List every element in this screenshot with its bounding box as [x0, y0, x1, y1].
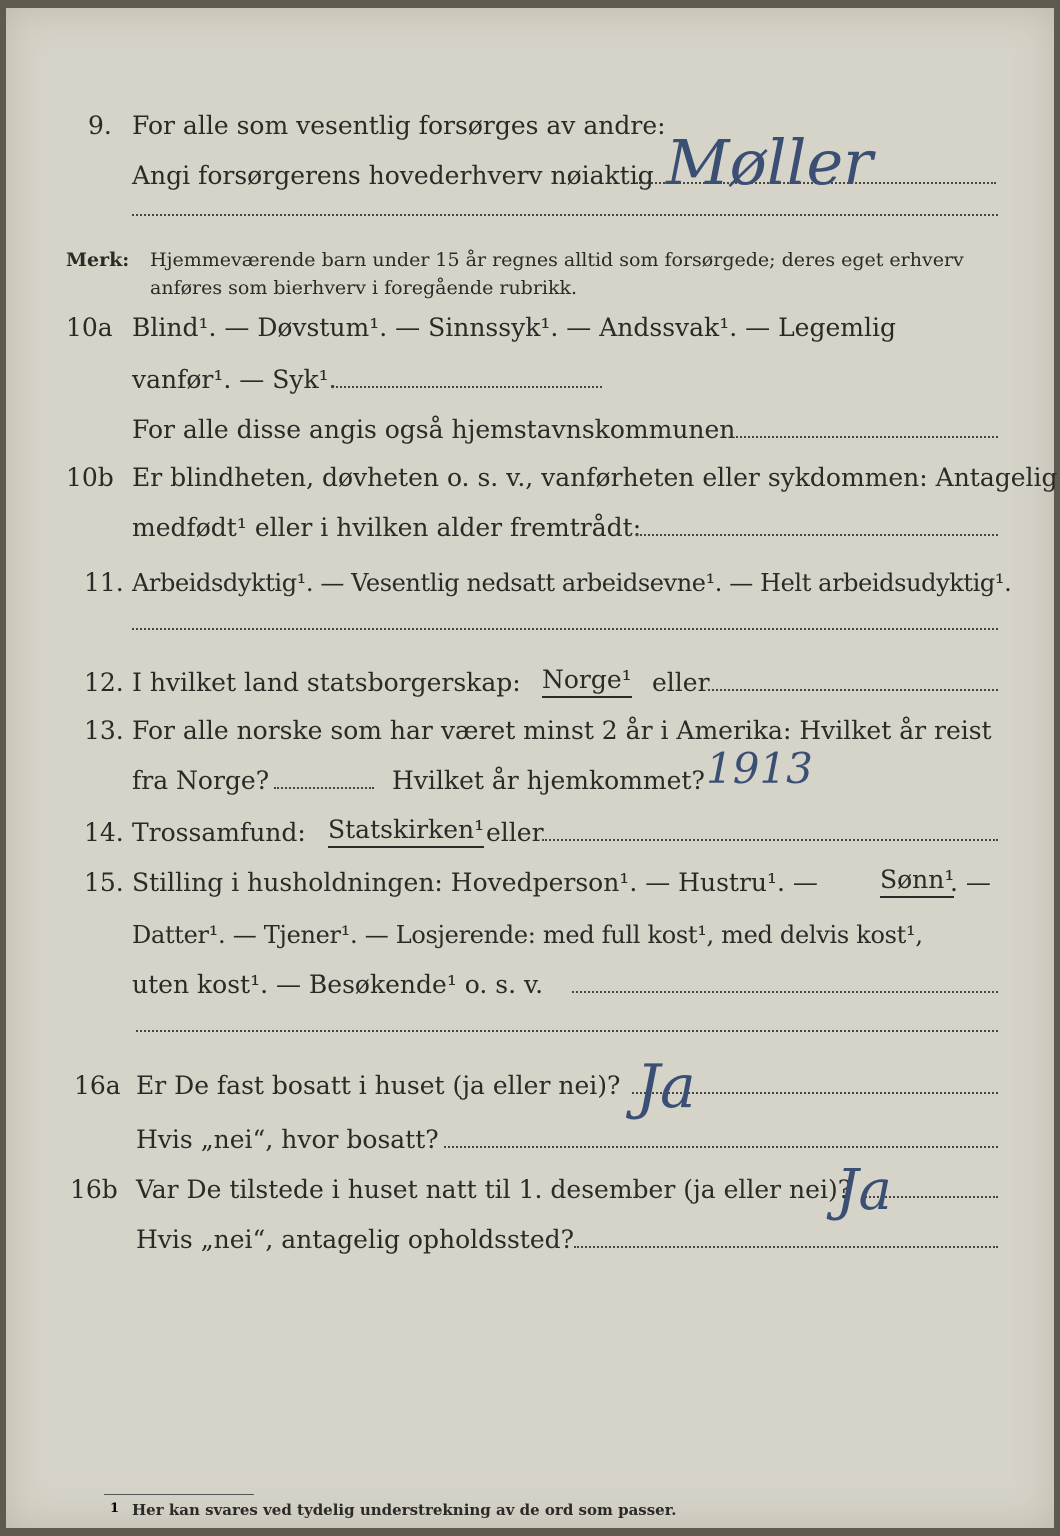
question-15-line3	[6, 965, 1060, 1005]
question-10b-line2	[6, 508, 1060, 548]
question-16a	[6, 1066, 1060, 1106]
question-number: 11.	[84, 568, 124, 597]
question-text: Angi forsørgerens hovederhverv nøiaktig	[132, 161, 654, 190]
question-text: uten kost¹. — Besøkende¹ o. s. v.	[132, 970, 544, 999]
answer-line	[708, 689, 998, 691]
question-text: Trossamfund:	[132, 818, 306, 847]
handwritten-answer-year: 1913	[706, 744, 813, 793]
question-number: 10b	[66, 463, 114, 492]
answer-line	[132, 214, 998, 216]
note-text: Hjemmeværende barn under 15 år regnes alltid som forsørgede; deres eget erhverv	[150, 249, 964, 271]
question-15	[6, 863, 1060, 903]
question-15-line2	[6, 915, 1060, 955]
question-number: 10a	[66, 313, 113, 342]
question-16a-line2	[6, 1120, 1060, 1160]
question-16b-line2	[6, 1220, 1060, 1260]
footnote-text: Her kan svares ved tydelig understrekning av de ord som passer.	[132, 1501, 677, 1519]
question-text: . —	[950, 868, 991, 897]
question-text: eller	[486, 818, 544, 847]
handwritten-answer-present: Ja	[836, 1158, 892, 1223]
question-14	[6, 813, 1060, 853]
underlined-answer: Sønn¹	[880, 865, 954, 898]
question-12	[6, 663, 1060, 703]
question-text: eller	[652, 668, 710, 697]
question-10a-line2	[6, 360, 1060, 400]
question-number: 12.	[84, 668, 124, 697]
answer-line	[572, 991, 998, 993]
question-text: Er blindheten, døvheten o. s. v., vanførheten eller sykdommen: Antagelig	[132, 463, 1058, 492]
question-text: Hvis „nei“, antagelig opholdssted?	[136, 1225, 575, 1254]
question-number: 16a	[74, 1071, 121, 1100]
question-text: For alle norske som har været minst 2 år i Amerika: Hvilket år reist	[132, 716, 992, 745]
question-10a-line3	[6, 410, 1060, 450]
note-label: Merk:	[66, 249, 130, 271]
question-number: 15.	[84, 868, 124, 897]
question-11	[6, 563, 1060, 603]
question-number: 9.	[88, 111, 112, 140]
question-text: Var De tilstede i huset natt til 1. desember (ja eller nei)?	[136, 1175, 852, 1204]
question-text: Datter¹. — Tjener¹. — Losjerende: med full kost¹, med delvis kost¹,	[132, 921, 923, 949]
question-10a	[6, 308, 1060, 348]
form-sheet	[6, 8, 1058, 1528]
question-number: 14.	[84, 818, 124, 847]
underlined-answer: Statskirken¹	[328, 815, 484, 848]
question-number: 16b	[70, 1175, 118, 1204]
underlined-answer: Norge¹	[542, 665, 632, 698]
answer-line	[574, 1246, 998, 1248]
question-10b	[6, 458, 1060, 498]
question-text: Arbeidsdyktig¹. — Vesentlig nedsatt arbeidsevne¹. — Helt arbeidsudyktig¹.	[132, 569, 1012, 597]
question-text: Er De fast bosatt i huset (ja eller nei)?	[136, 1071, 621, 1100]
handwritten-answer-resident: Ja	[636, 1052, 696, 1122]
question-text: Stilling i husholdningen: Hovedperson¹. — Hustru¹. —	[132, 868, 818, 897]
question-text: medfødt¹ eller i hvilken alder fremtrådt:	[132, 513, 642, 542]
question-13	[6, 711, 1060, 751]
question-text: Blind¹. — Døvstum¹. — Sinnssyk¹. — Andssvak¹. — Legemlig	[132, 313, 896, 342]
question-text: Hvis „nei“, hvor bosatt?	[136, 1125, 439, 1154]
handwritten-answer-occupation: Møller	[666, 126, 873, 199]
question-text: vanfør¹. — Syk¹.	[132, 365, 337, 394]
answer-line	[542, 839, 998, 841]
question-text: I hvilket land statsborgerskap:	[132, 668, 521, 697]
answer-line	[636, 534, 998, 536]
answer-line	[132, 628, 998, 630]
question-9-line2	[6, 156, 1060, 196]
question-number: 13.	[84, 716, 124, 745]
question-text: Hvilket år hjemkommet?	[392, 766, 705, 795]
answer-line	[736, 436, 998, 438]
question-9	[6, 106, 1060, 146]
question-13-line2	[6, 761, 1060, 801]
note-text: anføres som bierhverv i foregående rubrikk.	[150, 277, 578, 299]
answer-line	[136, 1030, 998, 1032]
question-text: For alle disse angis også hjemstavnskommunen	[132, 415, 736, 444]
note-merk-line2	[6, 268, 1060, 308]
footnote-marker: 1	[110, 1501, 120, 1516]
footnote-rule	[104, 1494, 254, 1495]
question-text: fra Norge?	[132, 766, 270, 795]
answer-line	[332, 386, 602, 388]
question-text: For alle som vesentlig forsørges av andre:	[132, 111, 666, 140]
answer-line	[274, 787, 374, 789]
answer-line	[444, 1146, 998, 1148]
question-16b	[6, 1170, 1060, 1210]
